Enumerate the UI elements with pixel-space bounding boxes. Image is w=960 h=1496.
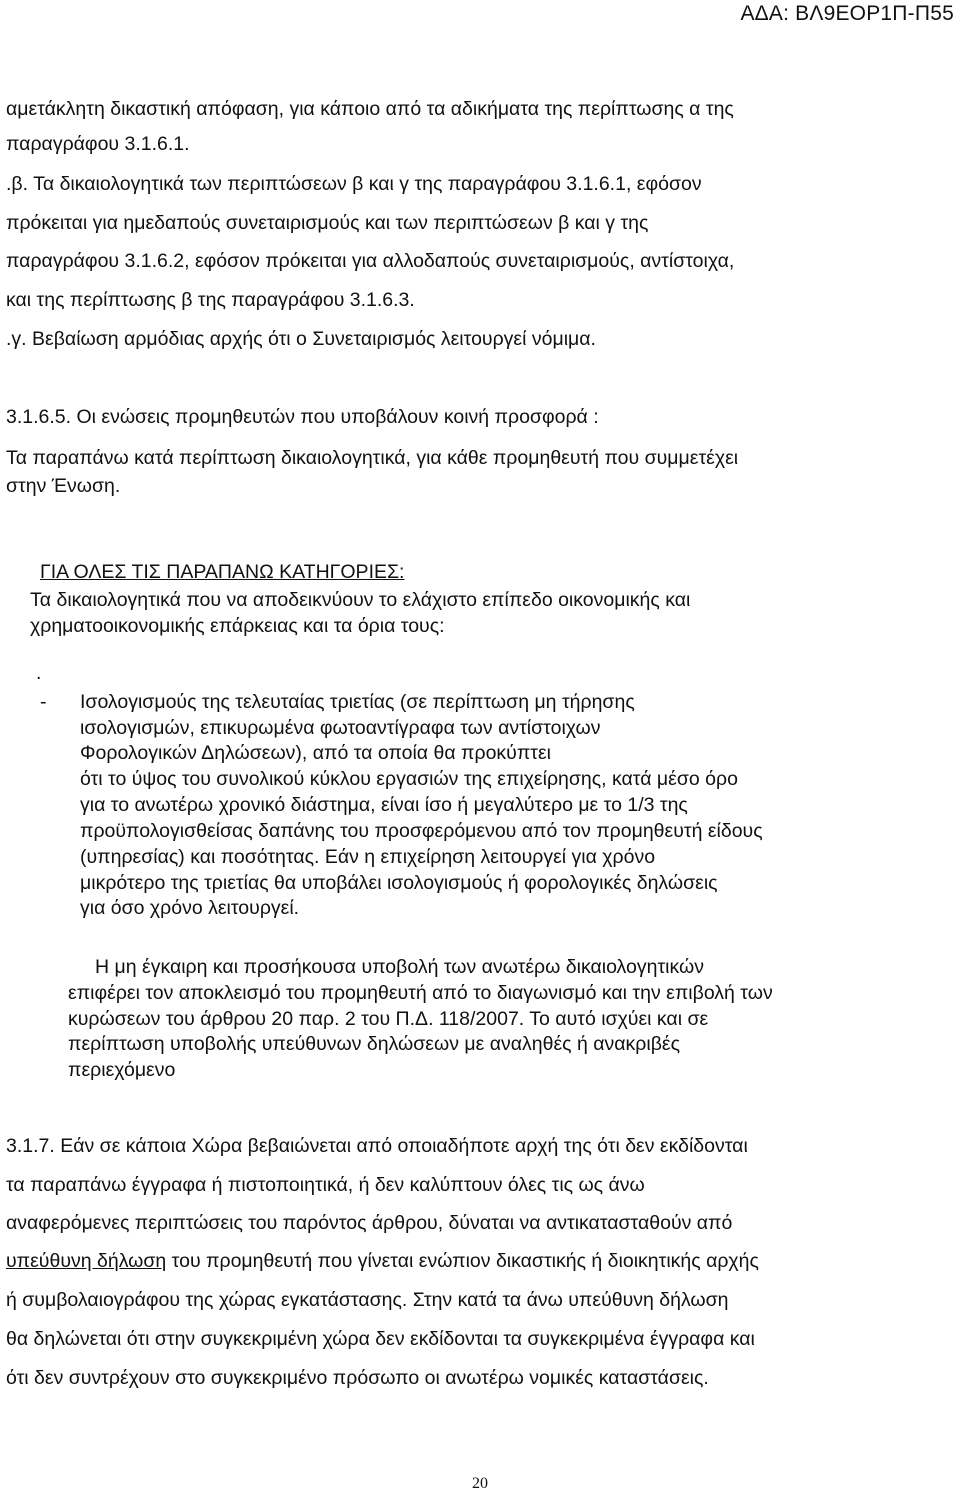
section-3165-line-2: στην Ένωση.: [6, 475, 121, 497]
bullet-line-1: Ισολογισμούς της τελευταίας τριετίας (σε περίπτωση μη τήρησης: [80, 691, 635, 713]
para-c: .γ. Βεβαίωση αρμόδιας αρχής ότι ο Συνεταιρισμός λειτουργεί νόμιμα.: [6, 328, 596, 350]
bullet-line-5: για το ανωτέρω χρονικό διάστημα, είναι ίσο ή μεγαλύτερο με το 1/3 της: [80, 794, 688, 816]
dot-marker: .: [36, 662, 42, 684]
penalty-line-4: περίπτωση υποβολής υπεύθυνων δηλώσεων με αναληθές ή ανακριβές: [68, 1033, 681, 1055]
bullet-line-3: Φορολογικών Δηλώσεων), από τα οποία θα προκύπτει: [80, 742, 552, 764]
bullet-line-6: προϋπολογισθείσας δαπάνης του προσφερόμενου από τον προμηθευτή είδους: [80, 820, 763, 842]
bullet-line-9: για όσο χρόνο λειτουργεί.: [80, 897, 300, 919]
section-317-line-6: θα δηλώνεται ότι στην συγκεκριμένη χώρα δεν εκδίδονται τα συγκεκριμένα έγγραφα και: [6, 1328, 755, 1350]
page-number: 20: [472, 1475, 488, 1492]
section-317-line-7: ότι δεν συντρέχουν στο συγκεκριμένο πρόσωπο οι ανωτέρω νομικές καταστάσεις.: [6, 1367, 709, 1389]
all-categories-heading: ΓΙΑ ΟΛΕΣ ΤΙΣ ΠΑΡΑΠΑΝΩ ΚΑΤΗΓΟΡΙΕΣ:: [40, 561, 405, 583]
penalty-line-2: επιφέρει τον αποκλεισμό του προμηθευτή από το διαγωνισμό και την επιβολή των: [68, 982, 773, 1004]
section-317-line-4: [6, 1249, 759, 1273]
all-categories-line-2: χρηματοοικονομικής επάρκειας και τα όρια τους:: [30, 615, 445, 637]
bullet-line-4: ότι το ύψος του συνολικού κύκλου εργασιών της επιχείρησης, κατά μέσο όρο: [80, 768, 738, 790]
para-a-line-2: παραγράφου 3.1.6.1.: [6, 133, 190, 155]
section-317-line-5: ή συμβολαιογράφου της χώρας εγκατάστασης. Στην κατά τα άνω υπεύθυνη δήλωση: [6, 1289, 729, 1311]
para-b-line-4: και της περίπτωσης β της παραγράφου 3.1.6.3.: [6, 289, 415, 311]
section-317-line-4-rest: του προμηθευτή που γίνεται ενώπιον δικαστικής ή διοικητικής αρχής: [166, 1250, 759, 1272]
section-3165-line-1: Τα παραπάνω κατά περίπτωση δικαιολογητικά, για κάθε προμηθευτή που συμμετέχει: [6, 447, 739, 469]
penalty-line-3: κυρώσεων του άρθρου 20 παρ. 2 του Π.Δ. 118/2007. Το αυτό ισχύει και σε: [68, 1008, 709, 1030]
bullet-line-8: μικρότερο της τριετίας θα υποβάλει ισολογισμούς ή φορολογικές δηλώσεις: [80, 872, 718, 894]
penalty-line-5: περιεχόμενο: [68, 1059, 176, 1081]
bullet-dash: -: [40, 691, 47, 713]
bullet-line-2: ισολογισμών, επικυρωμένα φωτοαντίγραφα των αντίστοιχων: [80, 717, 601, 739]
all-categories-line-1: Τα δικαιολογητικά που να αποδεικνύουν το ελάχιστο επίπεδο οικονομικής και: [30, 589, 691, 611]
penalty-line-1: Η μη έγκαιρη και προσήκουσα υποβολή των ανωτέρω δικαιολογητικών: [95, 956, 704, 978]
section-317-line-1: 3.1.7. Εάν σε κάποια Χώρα βεβαιώνεται από οποιαδήποτε αρχή της ότι δεν εκδίδονται: [6, 1135, 748, 1157]
section-317-line-2: τα παραπάνω έγγραφα ή πιστοποιητικά, ή δεν καλύπτουν όλες τις ως άνω: [6, 1174, 645, 1196]
document-code-header: ΑΔΑ: ΒΛ9ΕΟΡ1Π-Π55: [740, 2, 954, 25]
sworn-declaration-text: υπεύθυνη δήλωση: [6, 1250, 167, 1272]
section-3165-heading: 3.1.6.5. Οι ενώσεις προμηθευτών που υποβάλουν κοινή προσφορά :: [6, 406, 599, 428]
para-b-line-2: πρόκειται για ημεδαπούς συνεταιρισμούς και των περιπτώσεων β και γ της: [6, 212, 649, 234]
section-317-line-3: αναφερόμενες περιπτώσεις του παρόντος άρθρου, δύναται να αντικατασταθούν από: [6, 1212, 733, 1234]
para-a-line-1: αμετάκλητη δικαστική απόφαση, για κάποιο από τα αδικήματα της περίπτωσης α της: [6, 98, 734, 120]
para-b-line-3: παραγράφου 3.1.6.2, εφόσον πρόκειται για αλλοδαπούς συνεταιρισμούς, αντίστοιχα,: [6, 250, 735, 272]
para-b-line-1: .β. Τα δικαιολογητικά των περιπτώσεων β και γ της παραγράφου 3.1.6.1, εφόσον: [6, 173, 702, 195]
bullet-line-7: (υπηρεσίας) και ποσότητας. Εάν η επιχείρηση λειτουργεί για χρόνο: [80, 846, 656, 868]
